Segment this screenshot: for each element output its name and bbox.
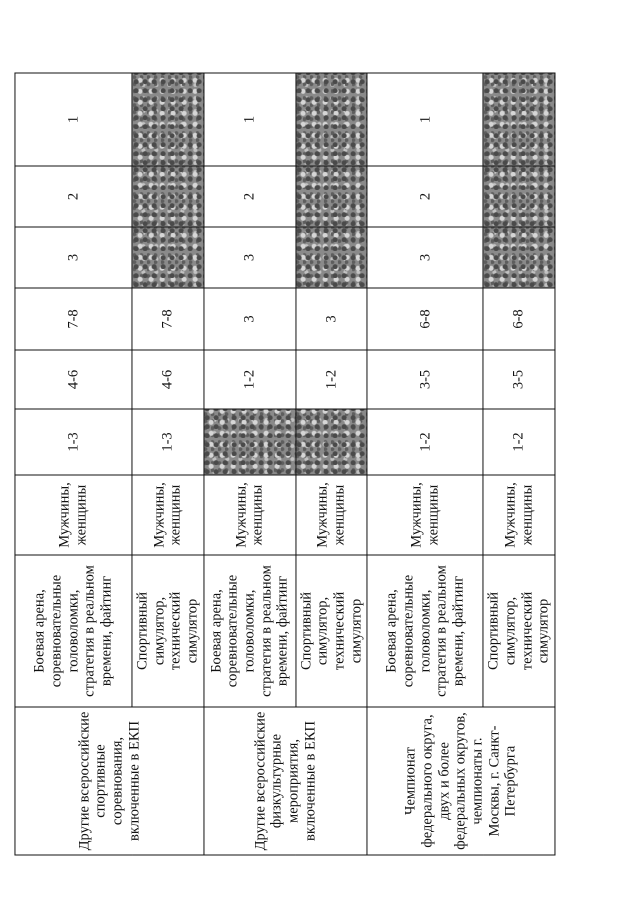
- place-cell: 4-6: [132, 350, 204, 409]
- place-cell: 1-3: [15, 409, 132, 475]
- ranking-table-wrapper: [31, 73, 552, 855]
- place-cell: 2: [204, 166, 296, 227]
- place-cell: 1-2: [483, 409, 555, 475]
- discipline-cell: Спортивный симулятор, технический симулятор: [483, 555, 555, 707]
- place-cell: 1-2: [204, 350, 296, 409]
- gender-cell: Мужчины, женщины: [296, 475, 368, 555]
- shaded-cell: [296, 409, 368, 475]
- shaded-cell: [296, 166, 368, 227]
- discipline-cell: Спортивный симулятор, технический симулятор: [132, 555, 204, 707]
- table-row: [367, 73, 483, 855]
- place-cell: 3: [367, 227, 483, 288]
- event-cell: Другие всероссийские спортивные соревнования, включенные в ЕКП: [15, 707, 204, 855]
- shaded-cell: [204, 409, 296, 475]
- gender-cell: Мужчины, женщины: [204, 475, 296, 555]
- place-cell: 7-8: [132, 288, 204, 350]
- discipline-cell: Боевая арена, соревновательные головоломки, стратегия в реальном времени, файтинг: [204, 555, 296, 707]
- place-cell: 1: [15, 73, 132, 166]
- place-cell: 3: [204, 288, 296, 350]
- discipline-cell: Боевая арена, соревновательные головоломки, стратегия в реальном времени, файтинг: [367, 555, 483, 707]
- shaded-cell: [296, 73, 368, 166]
- gender-cell: Мужчины, женщины: [483, 475, 555, 555]
- place-cell: 1-3: [132, 409, 204, 475]
- place-cell: 4-6: [15, 350, 132, 409]
- place-cell: 6-8: [367, 288, 483, 350]
- shaded-cell: [483, 166, 555, 227]
- place-cell: 1: [204, 73, 296, 166]
- place-cell: 3: [296, 288, 368, 350]
- place-cell: 2: [367, 166, 483, 227]
- gender-cell: Мужчины, женщины: [367, 475, 483, 555]
- table-row: [15, 73, 132, 855]
- shaded-cell: [483, 227, 555, 288]
- discipline-cell: Спортивный симулятор, технический симулятор: [296, 555, 368, 707]
- place-cell: 3: [204, 227, 296, 288]
- gender-cell: Мужчины, женщины: [132, 475, 204, 555]
- table-body: [15, 73, 555, 855]
- place-cell: 3-5: [483, 350, 555, 409]
- ranking-table: [14, 73, 555, 856]
- gender-cell: Мужчины, женщины: [15, 475, 132, 555]
- shaded-cell: [132, 227, 204, 288]
- shaded-cell: [132, 166, 204, 227]
- event-cell: Другие всероссийские физкультурные мероприятия, включенные в ЕКП: [204, 707, 368, 855]
- shaded-cell: [132, 73, 204, 166]
- place-cell: 7-8: [15, 288, 132, 350]
- shaded-cell: [296, 227, 368, 288]
- discipline-cell: Боевая арена, соревновательные головоломки, стратегия в реальном времени, файтинг: [15, 555, 132, 707]
- place-cell: 6-8: [483, 288, 555, 350]
- table-row: [204, 73, 296, 855]
- place-cell: 1-2: [296, 350, 368, 409]
- place-cell: 1: [367, 73, 483, 166]
- shaded-cell: [483, 73, 555, 166]
- place-cell: 1-2: [367, 409, 483, 475]
- place-cell: 2: [15, 166, 132, 227]
- place-cell: 3-5: [367, 350, 483, 409]
- event-cell: Чемпионат федерального округа, двух и более федеральных округов, чемпионаты г. Москвы, г. Санкт-Петербурга: [367, 707, 555, 855]
- place-cell: 3: [15, 227, 132, 288]
